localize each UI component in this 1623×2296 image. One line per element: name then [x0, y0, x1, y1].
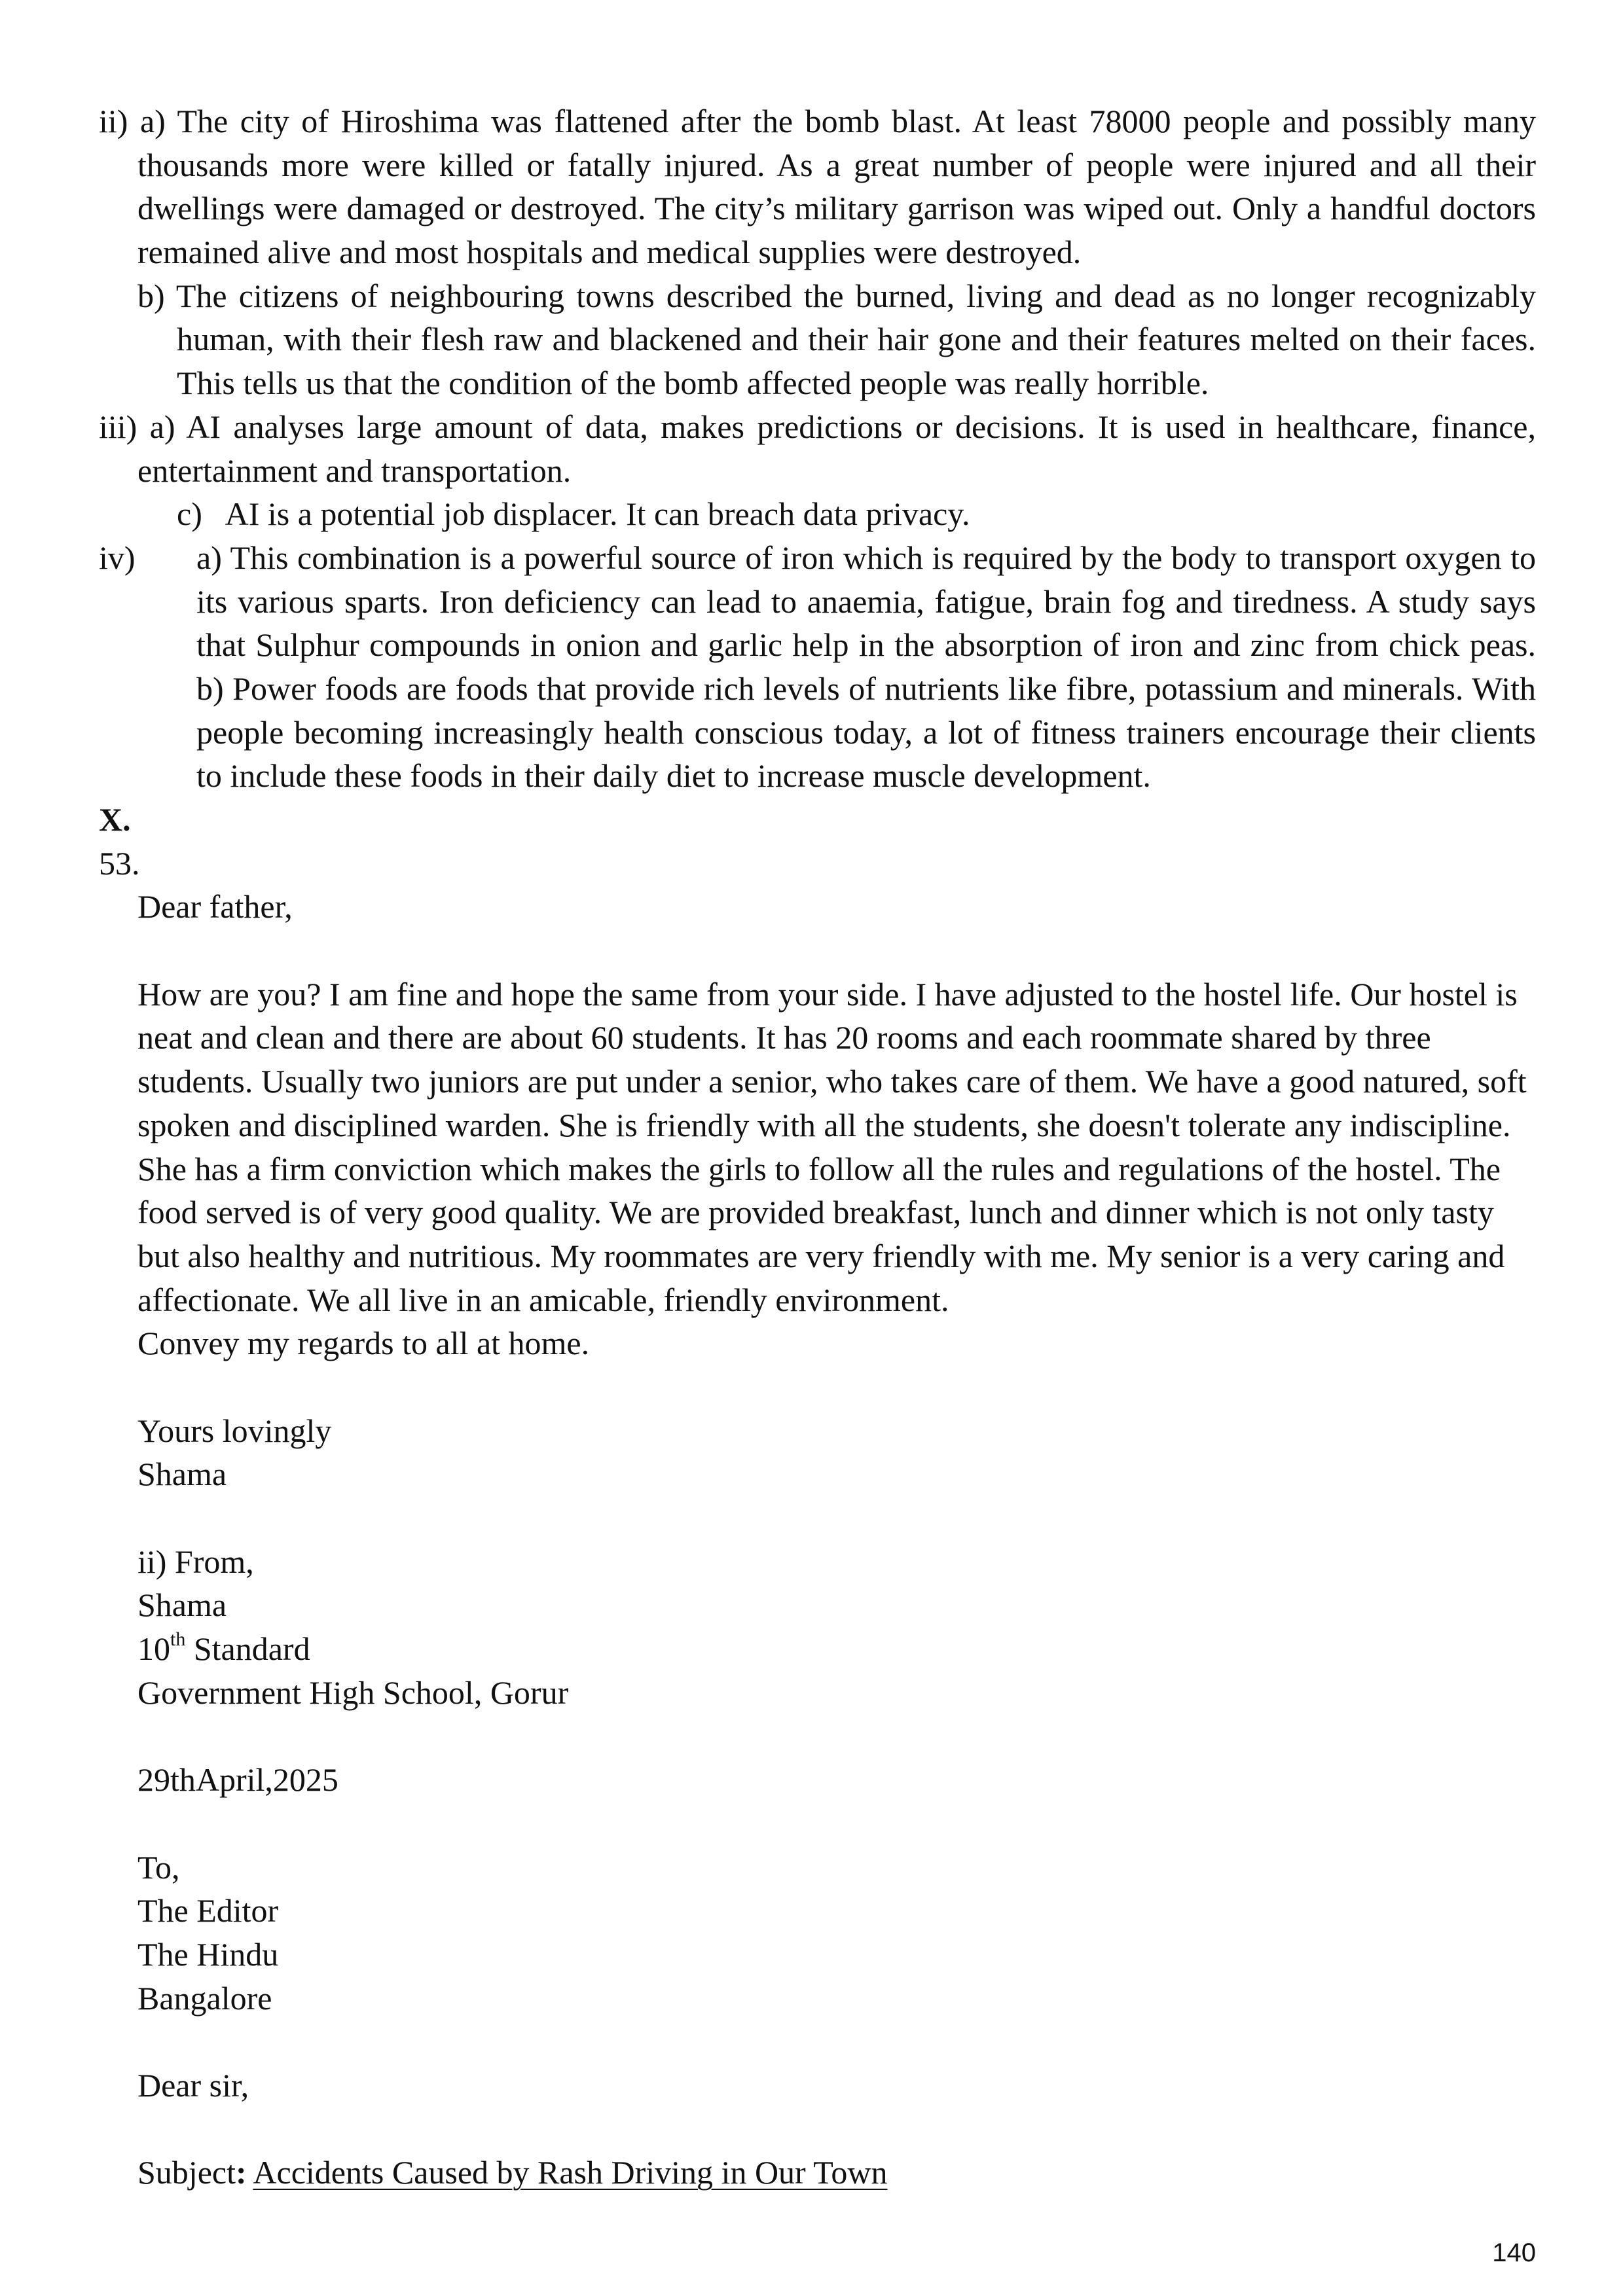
answer-line: human, with their flesh raw and blackened and their hair gone and their features melted on their faces.: [177, 321, 1536, 358]
answer-line: b) The citizens of neighbouring towns described the burned, living and dead as no longer recognizably: [137, 277, 1536, 314]
answer-line: iii) a) AI analyses large amount of data, makes predictions or decisions. It is used in healthcare, finance,: [99, 408, 1536, 445]
from-school: Government High School, Gorur: [137, 1674, 569, 1711]
letter-body-line: affectionate. We all live in an amicable, friendly environment.: [137, 1281, 949, 1318]
to-address-line: The Hindu: [137, 1935, 279, 1973]
class-suffix: th: [170, 1628, 186, 1651]
to-address-line: The Editor: [137, 1892, 279, 1929]
answer-line: that Sulphur compounds in onion and garlic help in the absorption of iron and zinc from chick peas.: [196, 626, 1536, 664]
question-number: 53.: [99, 844, 140, 882]
section-heading: X.: [99, 801, 131, 838]
answer-line: This tells us that the condition of the bomb affected people was really horrible.: [177, 365, 1209, 402]
answer-line: dwellings were damaged or destroyed. The city’s military garrison was wiped out. Only a handful doctors: [137, 190, 1536, 227]
letter-body-line: students. Usually two juniors are put under a senior, who takes care of them. We have a good natured, soft: [137, 1063, 1527, 1100]
subject-colon: :: [235, 2154, 247, 2191]
letter-body-line: How are you? I am fine and hope the same from your side. I have adjusted to the hostel life. Our hostel is: [137, 975, 1518, 1013]
answer-line: a) This combination is a powerful source of iron which is required by the body to transport oxygen to: [196, 539, 1536, 576]
letter-body-line: spoken and disciplined warden. She is friendly with all the students, she doesn't tolerate any indiscipline.: [137, 1106, 1511, 1143]
letter2-salutation: Dear sir,: [137, 2066, 249, 2104]
answer-line: c) AI is a potential job displacer. It can breach data privacy.: [177, 495, 970, 533]
subject-label: Subject: [137, 2154, 236, 2191]
letter-salutation: Dear father,: [137, 888, 293, 925]
answer-label: iv): [99, 539, 136, 576]
answer-line: to include these foods in their daily diet to increase muscle development.: [196, 757, 1151, 795]
answer-line: b) Power foods are foods that provide rich levels of nutrients like fibre, potassium and minerals. With: [196, 670, 1536, 707]
letter-body-line: food served is of very good quality. We are provided breakfast, lunch and dinner which is not only tasty: [137, 1194, 1494, 1231]
answer-line: its various sparts. Iron deficiency can lead to anaemia, fatigue, brain fog and tiredness. A study says: [196, 583, 1536, 620]
page-number: 140: [1492, 2238, 1536, 2267]
subject-text: Accidents Caused by Rash Driving in Our Town: [253, 2154, 888, 2191]
answer-line: remained alive and most hospitals and medical supplies were destroyed.: [137, 234, 1082, 271]
letter-date: 29thApril,2025: [137, 1761, 338, 1799]
answer-line: entertainment and transportation.: [137, 452, 572, 489]
answer-iv-first-line: [99, 536, 1536, 580]
to-label: To,: [137, 1848, 180, 1886]
answer-line: thousands more were killed or fatally injured. As a great number of people were injured and all their: [137, 146, 1536, 183]
from-class: [99, 1627, 1536, 1671]
letter-body-line: neat and clean and there are about 60 students. It has 20 rooms and each roommate shared by three: [137, 1019, 1431, 1056]
letter-signature: Shama: [137, 1456, 227, 1493]
letter-body-line: She has a firm conviction which makes the girls to follow all the rules and regulations of the hostel. The: [137, 1150, 1501, 1187]
letter-closing: Yours lovingly: [137, 1412, 332, 1449]
subject-line: [99, 2151, 1536, 2195]
class-number: 10: [137, 1630, 170, 1668]
from-label: ii) From,: [137, 1543, 254, 1580]
answer-line: people becoming increasingly health conscious today, a lot of fitness trainers encourage their clients: [196, 713, 1536, 751]
class-rest: Standard: [185, 1630, 310, 1668]
letter-body-line: but also healthy and nutritious. My roommates are very friendly with me. My senior is a very caring and: [137, 1237, 1505, 1274]
to-address-line: Bangalore: [137, 1979, 272, 2017]
from-name: Shama: [137, 1587, 227, 1624]
answer-line: ii) a) The city of Hiroshima was flattened after the bomb blast. At least 78000 people and possibly many: [99, 103, 1536, 139]
document-page: [99, 99, 1536, 2195]
letter-body-line: Convey my regards to all at home.: [137, 1325, 590, 1362]
